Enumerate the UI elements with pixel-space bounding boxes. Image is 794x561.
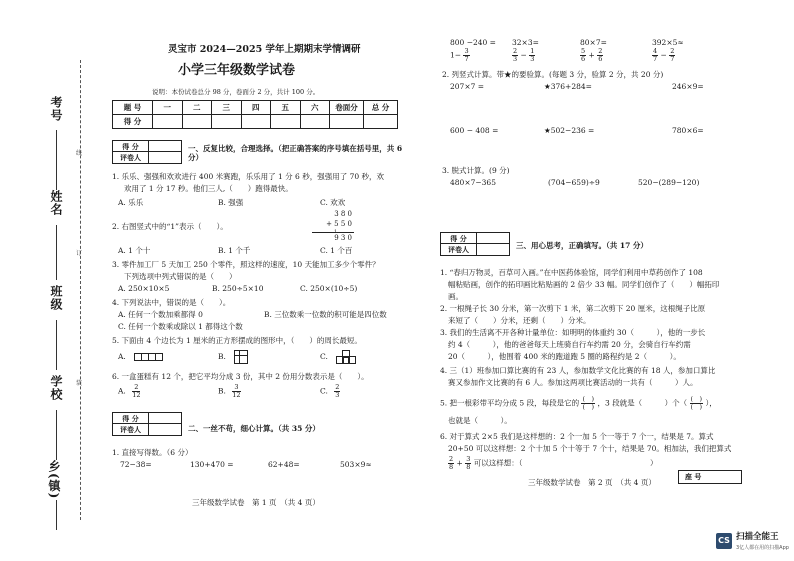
q2-2-text: 2. 列竖式计算。带★的要验算。(每题 3 分，验算 2 分，共 20 分)	[442, 70, 664, 79]
watermark-brand: 扫描全能王	[736, 532, 779, 542]
score-head-5: 五	[271, 101, 301, 115]
footer-page-2: 三年级数学试卷 第 2 页 （共 4 页）	[528, 478, 656, 487]
q3-1-text: 1. “春归万物灵，百草可入画。”在中医药体验馆，同学们利用中草药创作了 108	[440, 268, 703, 277]
grader-name-cell[interactable]	[477, 244, 509, 255]
grader-box-3	[440, 232, 510, 256]
q1-5-opt-b[interactable]	[218, 350, 248, 364]
q3-5-text: 5. 把一根彩带平均分成 5 段，每段是它的 $\frac{( )}{( )}$ ，3 段就是（ ）个（ $\frac{( )}{( )}$ ），	[440, 395, 717, 411]
chain-calc-1: (704−659)÷9	[548, 178, 600, 187]
calc-r3-1: $\frac{2}{3}$ − $\frac{1}{3}$	[513, 47, 535, 63]
q1-2-calc-row3: 9 3 0	[334, 234, 352, 242]
calc-r1-1: 130+470 =	[190, 460, 234, 469]
name-label: 姓名	[49, 190, 63, 216]
calc-r3-2: $\frac{5}{6}$ + $\frac{2}{6}$	[581, 47, 603, 63]
grader-name-label: 评卷人	[113, 424, 149, 435]
vert-calc-2: 246×9=	[672, 82, 704, 91]
exam-no-label: 考号	[49, 96, 63, 122]
grader-name-label: 评卷人	[113, 152, 149, 163]
score-head-4: 四	[241, 101, 271, 115]
q1-5-opt-a-label: A.	[118, 352, 126, 361]
watermark-tagline: 3亿人都在用的扫描App	[736, 545, 789, 551]
section-2-header: 二、一丝不苟，细心计算。（共 35 分）	[188, 424, 320, 433]
score-cell[interactable]	[153, 115, 183, 129]
q3-3-text-c: 20（ ），他围着 400 米的跑道跑 5 圈的路程约是 2（ ）。	[448, 352, 681, 361]
q1-3-opt-c[interactable]: C. 250×(10÷5)	[300, 284, 358, 293]
q1-2-carry: 1	[334, 229, 338, 235]
q1-1-opt-c[interactable]: C. 欢欢	[320, 198, 346, 207]
vert-calc-1: ★376+284=	[544, 82, 592, 91]
vert-calc-4: ★502−236 =	[544, 126, 595, 135]
score-head-1: 一	[153, 101, 183, 115]
grader-name-label: 评卷人	[441, 244, 477, 255]
q3-3-text: 3. 我们的生活离不开各种计量单位：如明明的体重约 30（ ），他的一步长	[440, 328, 706, 337]
q1-6-opt-a-frac: $\frac{2}{12}$	[132, 383, 141, 399]
q1-2-calc-row2: + 5 5 0	[326, 220, 352, 228]
exam-note: 说明：本份试卷总分 98 分，卷面分 2 分，共计 100 分。	[152, 88, 320, 96]
q1-3-text: 3. 零件加工厂 5 天加工 250 个零件，照这样的速度，10 天能加工多少个零件？	[112, 260, 380, 269]
school-label: 学校	[49, 375, 63, 401]
section-1-header: 一、反复比较，合理选择。（把正确答案的序号填在括号里，共 6 分）	[188, 144, 403, 163]
class-label: 班级	[49, 285, 63, 311]
q3-6-text-c: $\frac{2}{8}$ + $\frac{3}{8}$ 可以这样想：（ ）	[449, 455, 658, 471]
score-cell[interactable]	[271, 115, 301, 129]
score-head-6: 六	[300, 101, 330, 115]
q1-4-text: 4. 下列说法中，错误的是（ ）。	[112, 298, 231, 307]
q1-3-opt-b[interactable]: B. 250÷5×10	[212, 284, 264, 293]
calc-r3-0: 1− $\frac{3}{7}$	[450, 47, 469, 63]
q1-6-opt-c-frac: $\frac{2}{3}$	[335, 383, 340, 399]
class-line	[56, 320, 57, 370]
score-head-8: 总 分	[364, 101, 398, 115]
grader-score-cell[interactable]	[477, 233, 509, 243]
q1-6-text: 6. 一盒蛋糕有 12 个，把它平均分成 3 份，其中 2 份用分数表示是（ ）。	[112, 372, 369, 381]
q3-2-text-b: 来短了（ ）分米，还剩（ ）分米。	[448, 316, 591, 325]
shape-a-icon	[134, 352, 163, 361]
grader-score-label: 得 分	[113, 141, 149, 151]
calc-r1-3: 503×9≈	[340, 460, 372, 469]
footer-page-1: 三年级数学试卷 第 1 页 （共 4 页）	[192, 498, 320, 507]
q3-4-text-b: 赛又参加作文比赛的有 6 人。参加这两项比赛活动的一共有（ ）人。	[448, 378, 698, 387]
q3-2-text: 2. 一根绳子长 30 分米，第一次剪下 1 米，第二次剪下 20 厘米，这根绳子比原	[440, 304, 706, 313]
q1-5-opt-b-label: B.	[218, 352, 226, 361]
q1-6-opt-c-label: C.	[320, 386, 328, 396]
exam-no-line	[56, 130, 57, 190]
q3-5-text-b: 也就是（ ）。	[448, 416, 512, 425]
q1-5-opt-c-label: C.	[320, 352, 328, 361]
seal-mark-1: 线	[76, 150, 83, 157]
seal-mark-2: 订	[76, 250, 83, 257]
q3-6-text-b: 20+50 可以这样想：2 个十加 5 个十等于 7 个十，结果是 70。相加法，我们把算式	[448, 444, 732, 453]
q1-2-opt-b[interactable]: B. 1 个千	[218, 246, 251, 255]
grader-score-cell[interactable]	[149, 413, 181, 423]
q1-1-text: 1. 乐乐、强强和欢欢进行 400 米赛跑，乐乐用了 1 分 6 秒，强强用了 70 秒，欢	[112, 172, 385, 181]
score-cell[interactable]	[364, 115, 398, 129]
calc-r2-1: 32×3=	[512, 38, 539, 47]
score-head-3: 三	[212, 101, 242, 115]
q3-1-text-c: 画。	[448, 292, 463, 301]
chain-calc-0: 480×7−365	[450, 178, 496, 187]
exam-subtitle: 小学三年级数学试卷	[178, 63, 296, 78]
section-3-header: 三、用心思考，正确填写。（共 17 分）	[516, 241, 648, 250]
q1-5-opt-a[interactable]	[118, 352, 163, 361]
q3-4-text: 4. 三（1）班参加口算比赛的有 23 人，参加数学文化比赛的有 18 人，参加口算比	[440, 366, 716, 375]
q1-6-opt-b-frac: $\frac{3}{12}$	[232, 383, 241, 399]
camscanner-logo-icon: CS	[716, 533, 732, 549]
q1-2-opt-a[interactable]: A. 1 个十	[118, 246, 151, 255]
score-head-7: 卷面分	[330, 101, 364, 115]
grader-box-2	[112, 412, 182, 436]
calc-r2-3: 392×5≈	[652, 38, 684, 47]
q1-6-opt-a[interactable]	[118, 384, 140, 399]
q1-1-opt-a[interactable]: A. 乐乐	[118, 198, 144, 207]
seat-number-box[interactable]	[678, 470, 742, 484]
seal-mark-3: 装	[76, 380, 83, 387]
q1-6-opt-a-label: A.	[118, 386, 126, 396]
q1-6-opt-b[interactable]	[218, 384, 241, 399]
township-line	[56, 500, 57, 530]
shape-b-icon	[234, 350, 248, 364]
q1-1-opt-b[interactable]: B. 强强	[218, 198, 244, 207]
score-cell[interactable]	[241, 115, 271, 129]
q3-3-text-b: 约 4（ ），他的爸爸每天上班骑自行车约需 20 分，会骑自行车约需	[448, 340, 691, 349]
shape-c-icon	[336, 350, 356, 364]
q3-1-text-b: 幅粘贴画，创作的拓印画比粘贴画的 2 倍少 33 幅。同学们创作了（ ）幅拓印	[448, 280, 720, 289]
grader-box-1	[112, 140, 182, 164]
grader-name-cell[interactable]	[149, 152, 181, 163]
seat-number-label: 座 号	[685, 472, 702, 481]
q1-2-calc-row1: 3 8 0	[334, 210, 352, 218]
score-row-label: 得 分	[113, 115, 153, 129]
township-label: 乡(镇)	[47, 460, 61, 500]
vert-calc-0: 207×7 =	[450, 82, 485, 91]
q1-6-opt-c[interactable]	[320, 384, 340, 399]
school-line	[56, 410, 57, 460]
q1-2-opt-c[interactable]: C. 1 个百	[320, 246, 353, 255]
q1-6-opt-b-label: B.	[218, 386, 226, 396]
grader-name-cell[interactable]	[149, 424, 181, 435]
grader-score-label: 得 分	[113, 413, 149, 423]
q1-1-text-b: 欢用了 1 分 17 秒。他们三人,（ ）跑得最快。	[124, 184, 293, 193]
q2-3-text: 3. 脱式计算。(9 分)	[442, 166, 510, 175]
q1-4-opt-b[interactable]: B. 三位数乘一位数的积可能是四位数	[264, 310, 387, 319]
q1-5-text: 5. 下面由 4 个边长为 1 厘米的正方形摆成的图形中，（ ）的周长最短。	[112, 336, 362, 345]
q1-3-text-b: 下列选项中列式错误的是（ ）	[124, 272, 237, 281]
score-cell[interactable]	[212, 115, 242, 129]
score-head-2: 二	[182, 101, 212, 115]
q1-5-opt-c[interactable]	[320, 350, 356, 364]
score-table	[112, 100, 398, 129]
score-cell[interactable]	[330, 115, 364, 129]
score-head-0: 题 号	[113, 101, 153, 115]
q1-4-opt-a[interactable]: A. 任何一个数加乘都得 0	[118, 310, 203, 319]
calc-r2-2: 80×7=	[580, 38, 607, 47]
q1-2-text: 2. 右图竖式中的“1”表示（ ）。	[112, 222, 228, 231]
grader-score-label: 得 分	[441, 233, 477, 243]
grader-score-cell[interactable]	[149, 141, 181, 151]
calc-r3-3: $\frac{4}{7}$ − $\frac{2}{7}$	[653, 47, 675, 63]
score-cell[interactable]	[300, 115, 330, 129]
chain-calc-2: 520−(289−120)	[638, 178, 700, 187]
calc-r1-0: 72−38=	[120, 460, 152, 469]
calc-r2-0: 800 −240 =	[450, 38, 496, 47]
q1-2-calc-rule	[312, 232, 354, 233]
score-cell[interactable]	[182, 115, 212, 129]
seal-dashed-line	[80, 60, 81, 520]
q2-1-text: 1. 直接写得数。（6 分）	[112, 448, 193, 457]
vert-calc-5: 780×6=	[672, 126, 704, 135]
q3-6-text: 6. 对于算式 2×5 我们是这样想的：2 个一加 5 个一等于 7 个一，结果是 7。算式	[440, 432, 714, 441]
name-line	[56, 225, 57, 280]
vert-calc-3: 600 − 408 =	[450, 126, 499, 135]
calc-r1-2: 62+48=	[268, 460, 300, 469]
exam-header-title: 灵宝市 2024—2025 学年上期期末学情调研	[168, 44, 361, 55]
q1-3-opt-a[interactable]: A. 250×10×5	[118, 284, 170, 293]
q1-4-opt-c[interactable]: C. 任何一个数乘或除以 1 都得这个数	[118, 322, 243, 331]
